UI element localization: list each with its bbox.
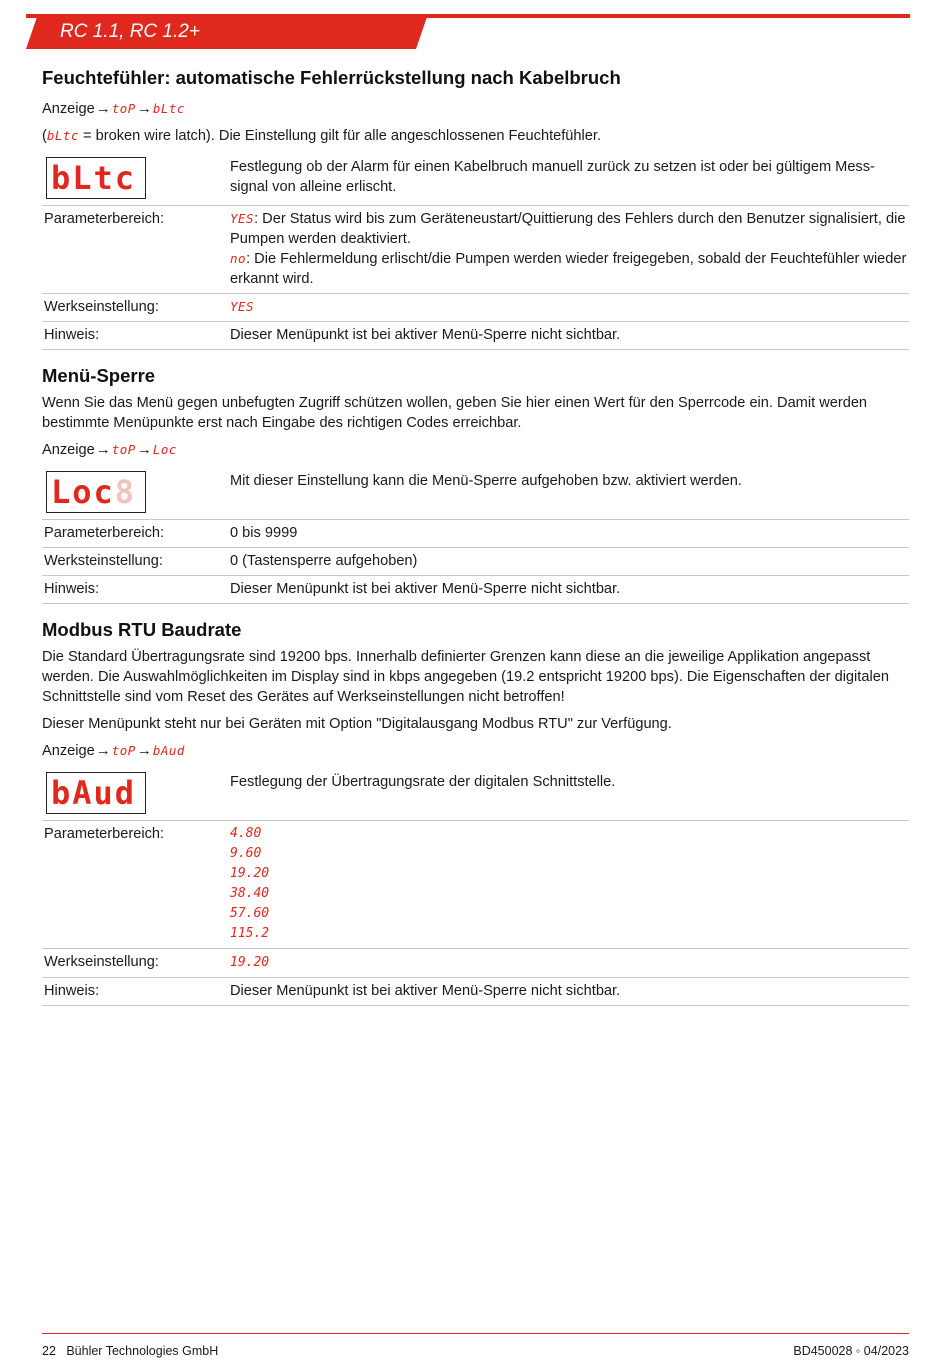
table-row <box>42 322 909 350</box>
table-row <box>42 978 909 1006</box>
lcd-text: bAud <box>51 774 137 812</box>
lcd-text: Loc8 <box>51 473 137 511</box>
arrow-right-icon: → <box>95 742 111 759</box>
table-row <box>42 821 909 949</box>
baud-option: 38.40 <box>230 886 270 901</box>
seg-top: toP <box>111 101 136 116</box>
param-value <box>228 206 909 294</box>
seg-loc: Loc <box>152 442 177 457</box>
section-title-bltc: Feuchtefühler: automatische Fehlerrückstellung nach Kabelbruch <box>42 67 621 88</box>
lcd-unlit-digit: 8 <box>114 473 137 511</box>
nav-path-bltc <box>42 99 909 119</box>
baud-option: 57.60 <box>230 906 270 921</box>
seg-bltc: bLtc <box>152 101 185 116</box>
modbus-intro: Die Standard Übertragungsrate sind 19200 bps. Innerhalb definierter Grenzen kann diese an die jeweilige Applikation angepasst werden. Die Auswahlmöglichkeiten im Display sind in kbps angegeben (19.2 entspricht 19200 bps). Die Eigenschaften der digitalen Schnittstelle sind vom Reset des Gerätes auf Werkseinstellungen nicht betroffen! <box>42 649 889 705</box>
header-title: RC 1.1, RC 1.2+ <box>60 21 200 42</box>
seg-top: toP <box>111 743 136 758</box>
hint-value: Dieser Menüpunkt ist bei aktiver Menü-Sperre nicht sichtbar. <box>228 978 909 1006</box>
table-row <box>42 769 909 821</box>
baud-option: 115.2 <box>230 926 270 941</box>
param-value <box>228 821 909 949</box>
hint-label: Hinweis: <box>42 978 228 1006</box>
seg-baud: bAud <box>152 743 185 758</box>
param-no-text: : Die Fehlermeldung erlischt/die Pumpen werden wieder freigegeben, sobald der Feuchtefühler wieder erkannt wird. <box>230 251 907 287</box>
arrow-right-icon: → <box>95 100 111 117</box>
arrow-right-icon: → <box>136 100 152 117</box>
table-row <box>42 949 909 978</box>
section-title-modbus: Modbus RTU Baudrate <box>42 619 242 640</box>
factory-label: Werkseinstellung: <box>42 294 228 322</box>
nav-label: Anzeige <box>42 743 95 759</box>
seg-bltc: bLtc <box>46 128 79 143</box>
nav-label: Anzeige <box>42 101 95 117</box>
bltc-note-text: = broken wire latch). Die Einstellung gilt für alle angeschlossenen Feuchtefühler. <box>78 128 602 144</box>
bltc-param-table <box>42 154 909 350</box>
table-row <box>42 520 909 548</box>
param-label: Parameterbereich: <box>42 520 228 548</box>
param-yes-text: : Der Status wird bis zum Geräteneustart/Quittierung des Fehlers durch den Benutzer signalisiert, die Pumpen werden deaktiviert. <box>230 211 906 247</box>
bltc-description: Festlegung ob der Alarm für einen Kabelbruch manuell zurück zu setzen ist oder bei gültigem Messsignal von alleine erlischt. <box>228 154 909 206</box>
factory-label: Werkseinstellung: <box>42 949 228 978</box>
table-row <box>42 576 909 604</box>
baud-param-table <box>42 769 909 1006</box>
page-content <box>42 66 909 1006</box>
arrow-right-icon: → <box>136 441 152 458</box>
baud-description: Festlegung der Übertragungsrate der digitalen Schnittstelle. <box>228 769 909 821</box>
param-label: Parameterbereich: <box>42 821 228 949</box>
section-title-menu-lock: Menü-Sperre <box>42 365 156 386</box>
document-reference: BD450028 ◦ 04/2023 <box>793 1344 909 1358</box>
footer-rule <box>42 1333 909 1334</box>
lcd-display-baud <box>46 772 146 814</box>
hint-label: Hinweis: <box>42 322 228 350</box>
baud-option: 9.60 <box>230 846 262 861</box>
modbus-availability: Dieser Menüpunkt steht nur bei Geräten mit Option "Digitalausgang Modbus RTU" zur Verfügung. <box>42 716 672 732</box>
seg-no: no <box>230 251 247 266</box>
page-number: 22 <box>42 1344 56 1358</box>
seg-yes: YES <box>230 299 255 314</box>
loc-description: Mit dieser Einstellung kann die Menü-Sperre aufgehoben bzw. aktiviert werden. <box>228 468 909 520</box>
table-row <box>42 548 909 576</box>
factory-value <box>228 294 909 322</box>
hint-value: Dieser Menüpunkt ist bei aktiver Menü-Sperre nicht sichtbar. <box>228 322 909 350</box>
bltc-note: (bLtc = broken wire latch). Die Einstellung gilt für alle angeschlossenen Feuchtefühler. <box>42 128 602 144</box>
baud-option: 19.20 <box>230 866 270 881</box>
nav-path-loc <box>42 440 909 460</box>
lcd-display-loc <box>46 471 146 513</box>
footer-left <box>42 1343 218 1359</box>
lcd-display-bltc <box>46 157 146 199</box>
hint-label: Hinweis: <box>42 576 228 604</box>
menu-lock-intro: Wenn Sie das Menü gegen unbefugten Zugriff schützen wollen, geben Sie hier einen Wert für den Sperrcode ein. Damit werden bestimmte Menüpunkte erst nach Eingabe des richtigen Codes erreichbar. <box>42 395 868 431</box>
param-value: 0 bis 9999 <box>228 520 909 548</box>
loc-param-table <box>42 468 909 604</box>
seg-factory-baud: 19.20 <box>230 955 270 970</box>
arrow-right-icon: → <box>95 441 111 458</box>
nav-path-baud <box>42 741 909 761</box>
arrow-right-icon: → <box>136 742 152 759</box>
seg-top: toP <box>111 442 136 457</box>
page-header <box>26 14 910 50</box>
baud-option: 4.80 <box>230 826 262 841</box>
table-row <box>42 294 909 322</box>
table-row <box>42 468 909 520</box>
seg-yes: YES <box>230 211 255 226</box>
table-row <box>42 154 909 206</box>
nav-label: Anzeige <box>42 442 95 458</box>
factory-value: 0 (Tastensperre aufgehoben) <box>228 548 909 576</box>
table-row <box>42 206 909 294</box>
factory-value <box>228 949 909 978</box>
param-label: Parameterbereich: <box>42 206 228 294</box>
company-name: Bühler Technologies GmbH <box>66 1344 219 1358</box>
hint-value: Dieser Menüpunkt ist bei aktiver Menü-Sperre nicht sichtbar. <box>228 576 909 604</box>
factory-label: Werksteinstellung: <box>42 548 228 576</box>
lcd-text: bLtc <box>51 159 137 197</box>
